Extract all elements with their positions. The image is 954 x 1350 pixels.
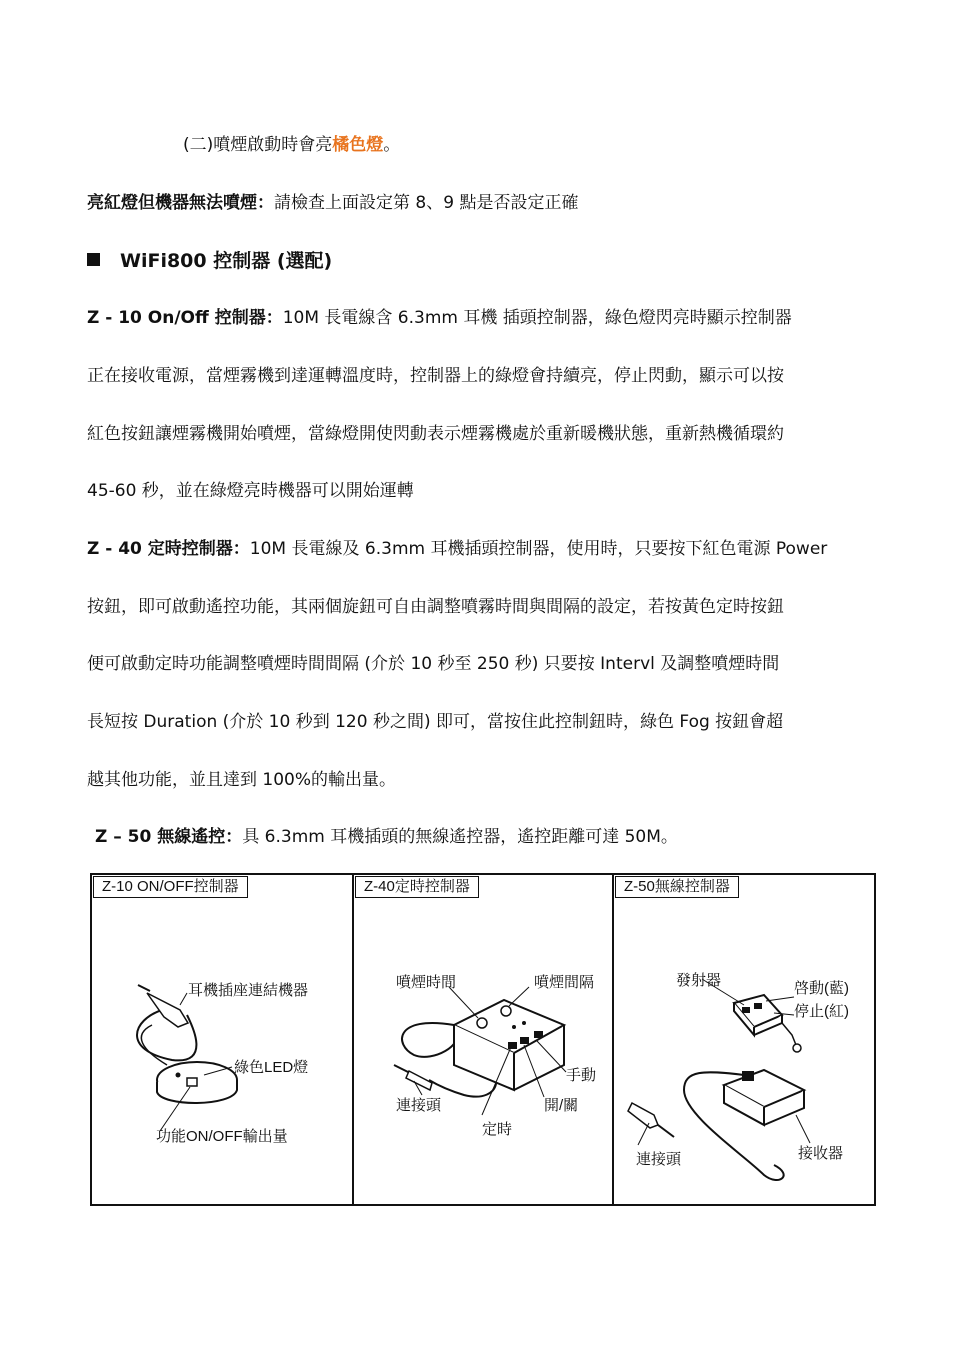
z40-panel-title: Z-40定時控制器 [355, 876, 479, 898]
z40-text-1: 10M 長電線及 6.3mm 耳機插頭控制器，使用時，只要按下紅色電源 Power [249, 539, 828, 559]
z40-onoff-label: 開/關 [544, 1097, 579, 1114]
z10-function-label: 功能ON/OFF輸出量 [156, 1128, 288, 1145]
z10-line-1 [87, 306, 792, 330]
z50-line [95, 825, 678, 849]
section-title: WiFi800 控制器 (選配) [120, 250, 333, 272]
red-light-line [87, 191, 578, 215]
z40-label: Z - 40 定時控制器： [87, 539, 250, 559]
z50-panel-title: Z-50無線控制器 [615, 876, 739, 898]
z40-line-3: 便可啟動定時功能調整噴煙時間間隔 (介於 10 秒至 250 秒) 只要按 Intervl 及調整噴煙時間 [87, 654, 780, 674]
figure-panel-z40 [354, 875, 614, 1204]
red-light-text: 請檢查上面設定第 8、9 點是否設定正確 [274, 193, 579, 213]
z40-line-2: 按鈕，即可啟動遙控功能，其兩個旋鈕可自由調整噴霧時間與間隔的設定，若按黃色定時按鈕 [87, 597, 784, 617]
z40-manual-label: 手動 [566, 1067, 597, 1084]
z40-duration-label: 噴煙時間 [396, 974, 457, 991]
z10-line-4: 45-60 秒，並在綠燈亮時機器可以開始運轉 [87, 481, 414, 501]
z50-label: Z – 50 無線遙控： [95, 827, 243, 847]
z10-label: Z - 10 On/Off 控制器： [87, 308, 283, 328]
z10-panel-title: Z-10 ON/OFF控制器 [93, 876, 248, 898]
z50-receiver-label: 接收器 [798, 1145, 844, 1162]
z50-connector-label: 連接頭 [636, 1151, 682, 1168]
z40-timer-label: 定時 [482, 1121, 513, 1138]
z10-connector-label: 耳機插座連結機器 [188, 982, 309, 999]
figure-panel-z10 [92, 875, 354, 1204]
z10-led-label: 綠色LED燈 [234, 1059, 309, 1076]
figure-panel-z50 [614, 875, 874, 1204]
z50-transmitter-label: 發射器 [676, 972, 722, 989]
z50-start-label: 啓動(藍) [794, 980, 849, 997]
red-light-label: 亮紅燈但機器無法噴煙： [87, 193, 274, 213]
status-prefix: (二)噴煙啟動時會亮 [183, 135, 333, 155]
z50-stop-label: 停止(紅) [794, 1003, 849, 1020]
z10-line-2: 正在接收電源，當煙霧機到達運轉溫度時，控制器上的綠燈會持續亮，停止閃動，顯示可以按 [87, 366, 784, 386]
square-bullet-icon [87, 253, 100, 266]
z10-illustration [92, 875, 354, 1206]
z40-line-5: 越其他功能，並且達到 100%的輸出量。 [87, 770, 397, 790]
status-line [183, 133, 400, 157]
z40-illustration [354, 875, 612, 1206]
z40-interval-label: 噴煙間隔 [534, 974, 595, 991]
z40-line-1 [87, 537, 827, 561]
z10-text-1: 10M 長電線含 6.3mm 耳機 插頭控制器，綠色燈閃亮時顯示控制器 [282, 308, 792, 328]
section-heading [87, 249, 332, 273]
controller-figure [90, 873, 876, 1206]
z40-line-4: 長短按 Duration (介於 10 秒到 120 秒之間) 即可，當按住此控制鈕時，綠色 Fog 按鈕會超 [87, 712, 784, 732]
z50-text: 具 6.3mm 耳機插頭的無線遙控器，遙控距離可達 50M。 [242, 827, 678, 847]
status-suffix: 。 [383, 135, 401, 155]
z10-line-3: 紅色按鈕讓煙霧機開始噴煙，當綠燈開使閃動表示煙霧機處於重新暖機狀態，重新熱機循環約 [87, 424, 784, 444]
status-highlight: 橘色燈 [332, 135, 384, 155]
z40-connector-label: 連接頭 [396, 1097, 442, 1114]
